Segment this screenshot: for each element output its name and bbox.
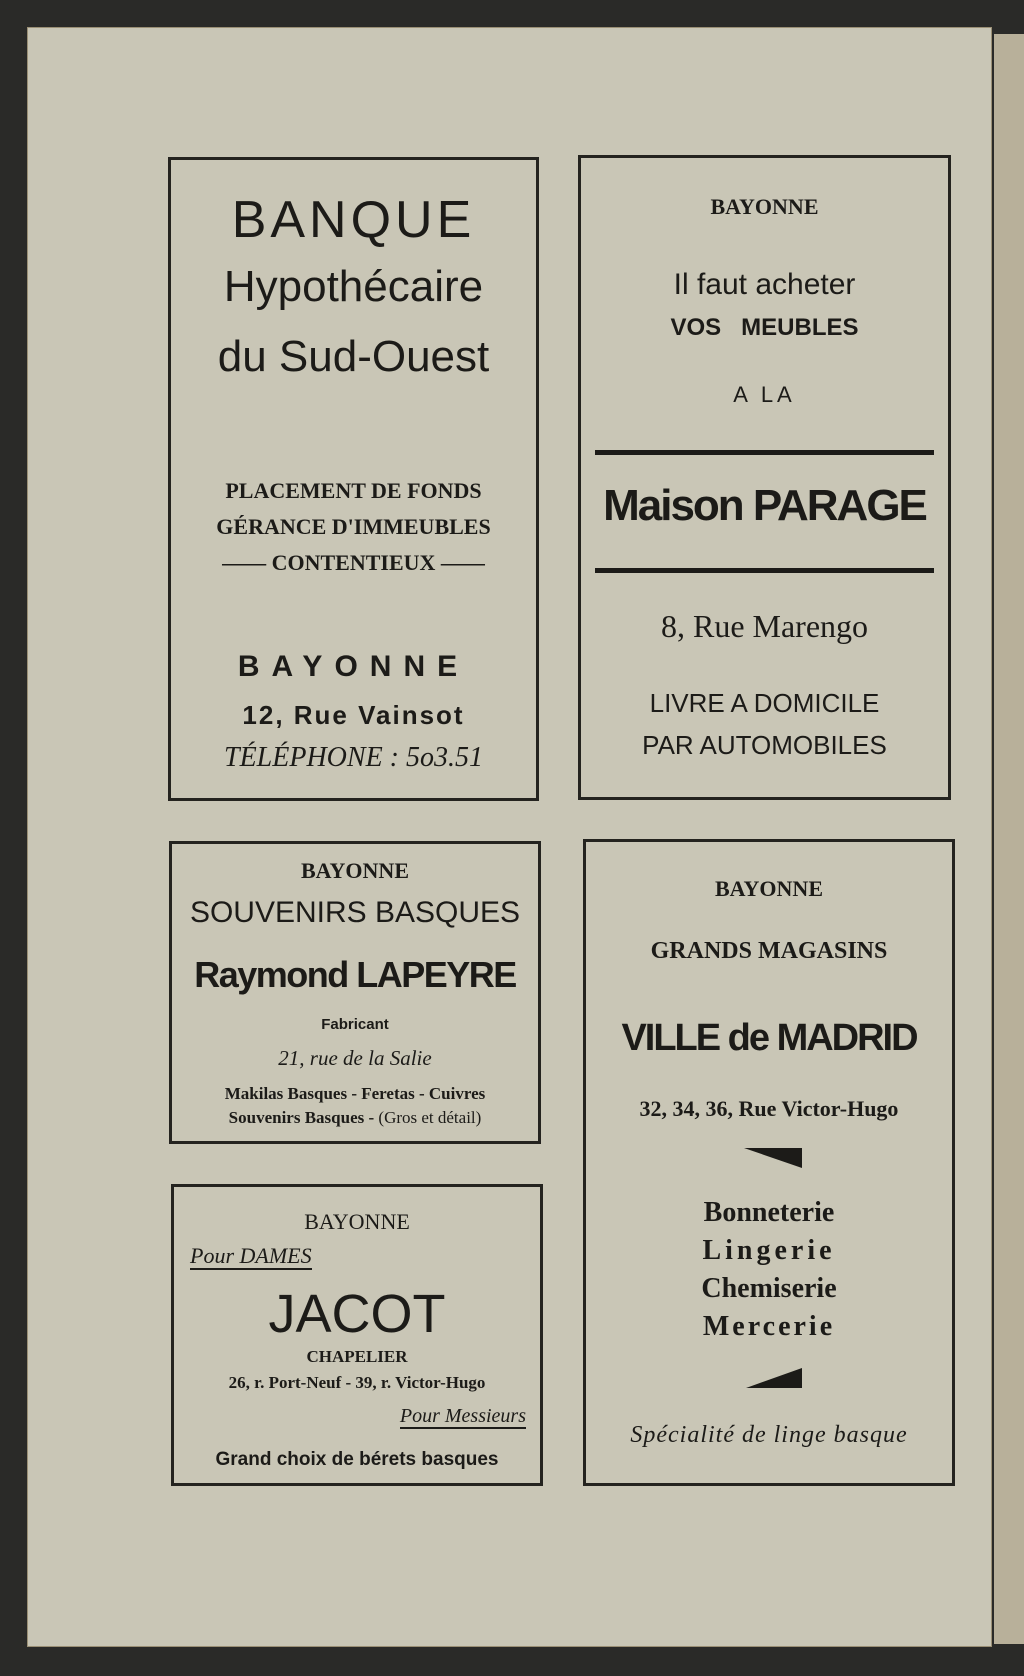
shop-name: Maison PARAGE [603, 481, 926, 530]
for-men: Pour Messieurs [399, 1405, 526, 1427]
product: Mercerie [702, 1311, 836, 1342]
products-text: Souvenirs Basques - [228, 1108, 375, 1127]
tagline-3: A LA [733, 382, 796, 407]
products-note: (Gros et détail) [378, 1108, 482, 1127]
ad-title-3: du Sud-Ouest [217, 332, 490, 381]
service: LIVRE A DOMICILE [649, 688, 880, 718]
address: 26, r. Port-Neuf - 39, r. Victor-Hugo [228, 1373, 486, 1392]
ad-ville-de-madrid [583, 839, 955, 1486]
shop-name: Raymond LAPEYRE [194, 954, 516, 995]
role: CHAPELIER [306, 1347, 408, 1366]
tagline: Grand choix de bérets basques [215, 1449, 499, 1470]
ad-title: BANQUE [231, 191, 476, 249]
city: BAYONNE [237, 650, 470, 683]
service: GÉRANCE D'IMMEUBLES [216, 514, 491, 539]
tagline: SOUVENIRS BASQUES [189, 896, 521, 929]
wedge-ornament [744, 1148, 802, 1168]
address: 32, 34, 36, Rue Victor-Hugo [639, 1096, 899, 1121]
tagline-2: VOS MEUBLES [670, 314, 859, 341]
city: BAYONNE [301, 858, 409, 883]
service-text: CONTENTIEUX [271, 550, 436, 575]
for-ladies: Pour DAMES [190, 1243, 312, 1268]
city: BAYONNE [710, 194, 819, 219]
address: 12, Rue Vainsot [242, 700, 465, 730]
service: —— CONTENTIEUX —— [222, 550, 485, 575]
ad-lapeyre [169, 841, 541, 1144]
tagline: Il faut acheter [673, 268, 856, 301]
address: 8, Rue Marengo [660, 608, 869, 644]
service: PLACEMENT DE FONDS [225, 478, 482, 503]
service: PAR AUTOMOBILES [642, 730, 887, 760]
products-2 [172, 1108, 538, 1128]
tagline: GRANDS MAGASINS [650, 938, 888, 964]
phone: TÉLÉPHONE : 5o3.51 [224, 742, 483, 773]
ad-jacot [171, 1184, 543, 1486]
role: Fabricant [321, 1016, 389, 1033]
shop-name: VILLE de MADRID [621, 1017, 917, 1059]
tagline: Spécialité de linge basque [630, 1422, 908, 1448]
products: Makilas Basques - Feretas - Cuivres [224, 1084, 486, 1103]
product-list [586, 1194, 952, 1346]
product: Chemiserie [701, 1273, 837, 1304]
city: BAYONNE [715, 876, 823, 901]
wedge-ornament [746, 1368, 802, 1388]
address: 21, rue de la Salie [278, 1046, 432, 1070]
product: Lingerie [702, 1235, 836, 1266]
ad-banque [168, 157, 539, 801]
city: BAYONNE [304, 1209, 410, 1234]
ad-title-2: Hypothécaire [223, 262, 484, 311]
product: Bonneterie [703, 1197, 835, 1228]
shop-name: JACOT [268, 1284, 446, 1344]
ad-parage [578, 155, 951, 800]
next-page-edge [994, 34, 1024, 1644]
